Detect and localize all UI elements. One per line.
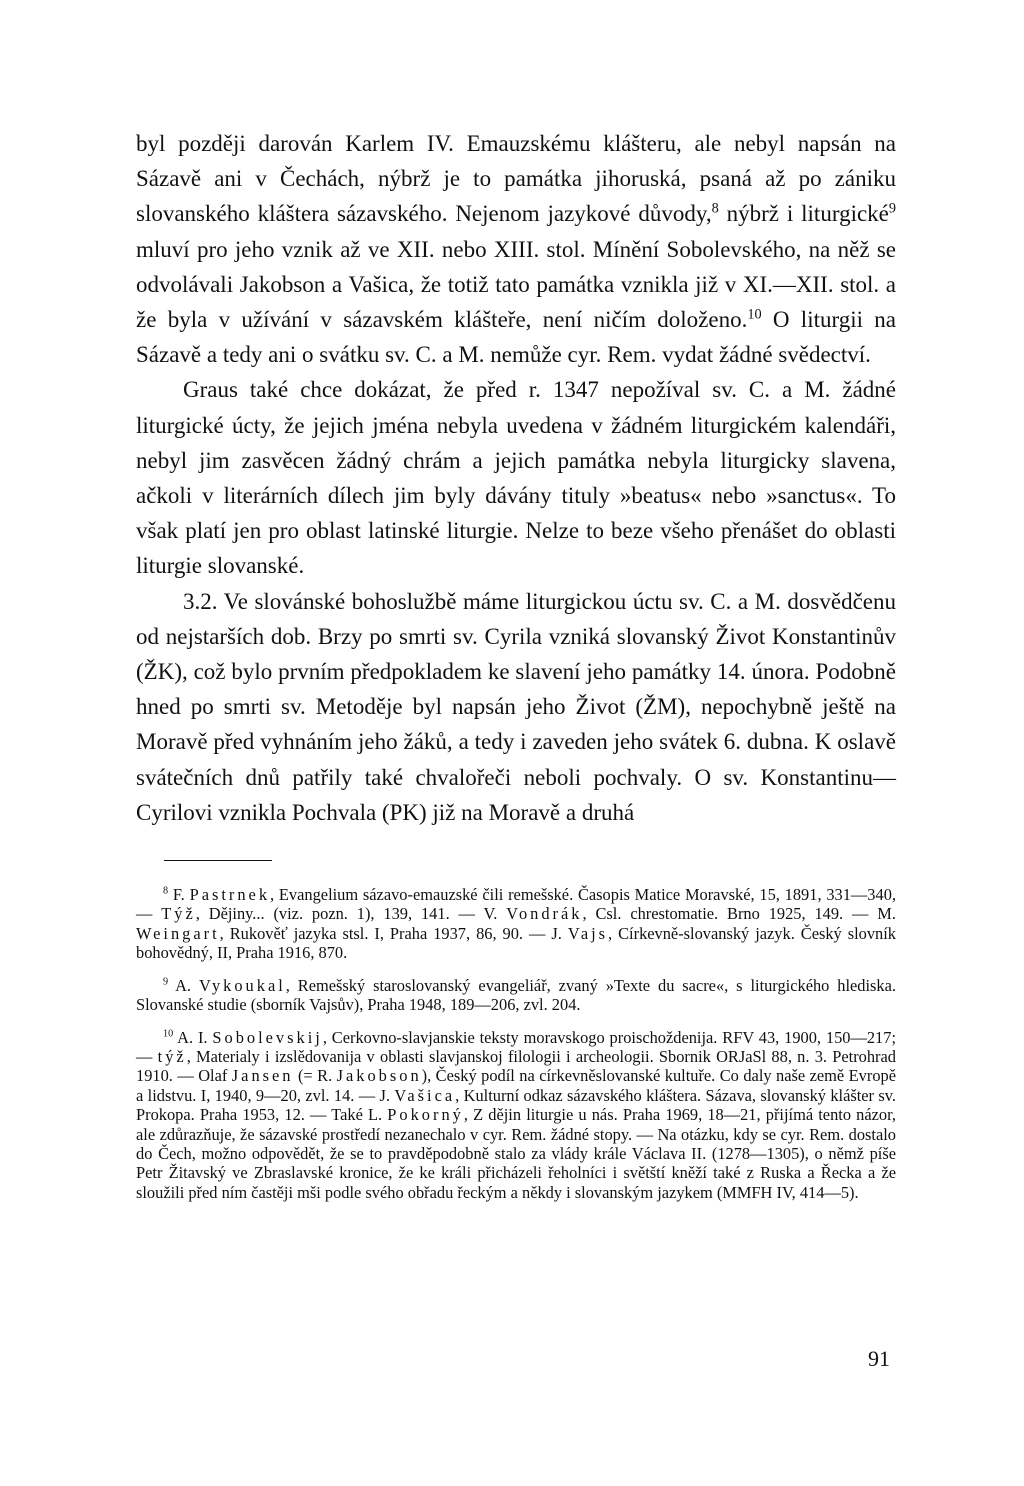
footnote-8 [136, 885, 896, 963]
footnote-text: F. [172, 885, 190, 905]
paragraph-1-text-c: mluví pro jeho vznik až ve XII. nebo XIII. stol. Mínění Sobolevského, na něž se odvolávali Jakobson a Vašica, že totiž tato památka vznikla již v XI.—XII. stol. a že byla v užívání v sázavském klášteře, není ničím doloženo. [136, 236, 896, 333]
footnote-ref-9[interactable]: 9 [888, 200, 896, 217]
footnote-text: , Materialy i izslědovanija v oblasti slavjanskoj filologii i archeologii. Sbornik ORJaSl 88, n. 3. Petrohrad 1910. — Olaf [136, 1046, 896, 1086]
footnotes [136, 885, 896, 1202]
paragraph-2: Graus také chce dokázat, že před r. 1347 nepožíval sv. C. a M. žádné liturgické úcty, že jejich jména nebyla uvedena v žádném liturgickém kalendáři, nebyl jim zasvěcen žádný chrám a jejich památka nebyla liturgicky slavena, ačkoli v literárních dílech jim byly dávány tituly »beatus« nebo »sanctus«. To však platí jen pro oblast latinské liturgie. Nelze to beze všeho přenášet do oblasti liturgie slovanské. [136, 377, 896, 579]
paragraph-3-text: Ve slovánské bohoslužbě máme liturgickou úctu sv. C. a M. dosvědčenu od nejstarších dob. Brzy po smrti sv. Cyrila vzniká slovanský Život Konstantinův (ŽK), což bylo prvním předpokladem ke slavení jeho památky 14. února. Podobně hned po smrti sv. Metoděje byl napsán jeho Život (ŽM), nepochybně ještě na Moravě před vyhnáním jeho žáků, a tedy i zaveden jeho svátek 6. dubna. K oslavě svátečních dnů patřily také chvalořeči neboli pochvaly. O sv. Konstantinu—Cyrilovi vznikla Pochvala (PK) již na Moravě a druhá [136, 588, 896, 825]
footnote-text: , Z dějin liturgie u nás. Praha 1969, 18—21, přijímá tento názor, ale zdůrazňuje, že sázavské prostředí nezanechalo v cyr. Rem. žádné stopy. — Na otázku, kdy se cyr. Rem. dostalo do Čech, možno odpovědět, že se to pravděpodobně stalo za vlády krále Václava II. (1278—1305), o němž píše Petr Žitavský ve Zbraslavské kronice, že ke králi přicházeli řeholníci i světští kněží také z Ruska a Řecka a že sloužili před ním častěji mši podle svého obřadu řeckým a někdy i slovanským jazykem (MMFH IV, 414—5). [136, 1105, 897, 1202]
footnote-text: ), Český podíl na církevněslovanské kultuře. Co daly naše země Evropě a lidstvu. I, 1940, 9—20, zvl. 14. — J. [136, 1066, 896, 1105]
paragraph-1 [136, 126, 896, 372]
footnote-text: , Kulturní odkaz sázavského kláštera. Sázava, slovanský klášter sv. Prokopa. Praha 1953, 12. — Také L. [136, 1085, 897, 1125]
author-name: Weingart [136, 923, 220, 943]
paragraph-1-text-b: nýbrž i liturgické [718, 201, 889, 227]
footnote-divider [164, 860, 272, 861]
footnote-text: A. I. [177, 1027, 213, 1047]
footnote-text: , Rukověť jazyka stsl. I, Praha 1937, 86, 90. — J. [219, 923, 568, 943]
author-name: Jansen [231, 1066, 294, 1086]
footnote-text: , Církevně-slovanský jazyk. Český slovník bohovědný, II, Praha 1916, 870. [136, 923, 896, 963]
footnote-number: 8 [163, 885, 169, 897]
footnote-text: , Evangelium sázavo-emauzské čili remešské. Časopis Matice Moravské, 15, 1891, 331—340, — [136, 885, 896, 924]
section-number: 3.2. [183, 588, 218, 614]
page-content [136, 126, 896, 1215]
footnote-text: , Cerkovno-slavjanskie teksty moravskogo proischoždenija. RFV 43, 1900, 150—217; — [136, 1027, 896, 1066]
footnote-text: , Csl. chrestomatie. Brno 1925, 149. — M. [582, 904, 896, 924]
author-name: Pokorný [387, 1105, 464, 1125]
author-name: Vašica [394, 1085, 456, 1105]
footnote-9 [136, 976, 896, 1015]
footnote-text: (= R. [293, 1066, 337, 1086]
footnote-number: 9 [163, 976, 169, 988]
author-name: Vajs [567, 923, 609, 943]
footnote-text: A. [175, 975, 199, 995]
author-name: Vykoukal [198, 975, 286, 995]
paragraph-section-3-2 [136, 584, 896, 830]
paragraph-1-text-d: O liturgii na Sázavě a tedy ani o svátku sv. C. a M. nemůže cyr. Rem. vydat žádné svědectví. [136, 307, 897, 368]
author-name: Týž [161, 904, 196, 924]
footnote-ref-10[interactable]: 10 [747, 306, 762, 323]
author-name: týž [157, 1046, 187, 1066]
footnote-number: 10 [163, 1028, 174, 1040]
page-number: 91 [868, 1346, 890, 1371]
footnote-text: , Remešský staroslovanský evangeliář, zvaný »Texte du sacre«, s liturgického hlediska. Slovanské studie (sborník Vajsův), Praha 1948, 189—206, zvl. 204. [136, 975, 896, 1015]
footnote-10 [136, 1028, 896, 1203]
author-name: Sobolevskij [212, 1027, 323, 1047]
footnote-text: , Dějiny... (viz. pozn. 1), 139, 141. — V. [195, 904, 507, 924]
author-name: Vondrák [506, 904, 583, 924]
author-name: Pastrnek [189, 885, 271, 905]
footnote-ref-8[interactable]: 8 [711, 200, 719, 217]
paragraph-1-text-a: byl později darován Karlem IV. Emauzskému klášteru, ale nebyl napsán na Sázavě ani v Čechách, nýbrž je to památka jihoruská, psaná až po zániku slovanského kláštera sázavského. Nejenom jazykové důvody, [136, 131, 896, 227]
author-name: Jakobson [336, 1066, 422, 1086]
